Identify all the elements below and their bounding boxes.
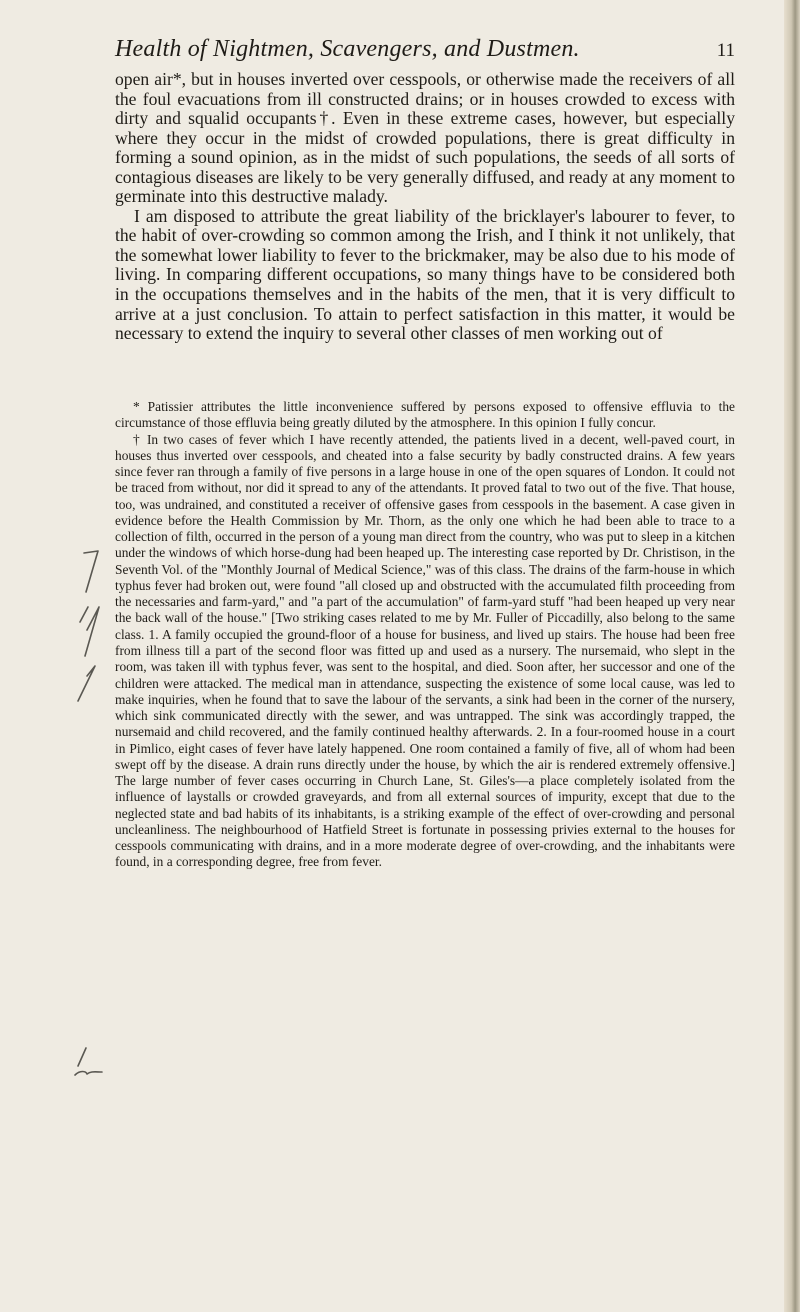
margin-pencil-mark-4	[78, 666, 95, 701]
page-binding-edge	[784, 0, 800, 1312]
margin-pencil-mark-5	[78, 1048, 86, 1066]
main-text	[115, 70, 735, 344]
body-paragraph-2: I am disposed to attribute the great liability of the bricklayer's labourer to fever, to the habit of over-crowding so common among the Irish, and I think it not unlikely, that the somewhat lower liability to fever to the brickmaker, may be also due to his mode of living. In comparing different occupations, so many things have to be considered both in the occupations themselves and in the habits of the men, that it is very difficult to arrive at a just conclusion. To attain to perfect satisfaction in this matter, it would be necessary to extend the inquiry to several other classes of men working out of	[115, 205, 735, 344]
running-title: Health of Nightmen, Scavengers, and Dustmen.	[115, 36, 580, 62]
page-header	[115, 30, 735, 66]
margin-pencil-mark-1	[84, 551, 98, 592]
margin-pencil-mark-6	[75, 1072, 102, 1076]
footnotes	[115, 399, 735, 871]
footnote-2: † In two cases of fever which I have recently attended, the patients lived in a decent, well-paved court, in houses thus inverted over cesspools, and cheated into a false security by badly constructed drains. A few years since fever ran through a family of five persons in a large house in one of the open squares of London. It could not be traced from without, nor did it spread to any of the attendants. It proved fatal to two out of the five. That house, too, was undrained, and constituted a receiver of offensive gases from cesspools in the basement. A case given in evidence before the Health Commission by Mr. Thorn, as the only one which he had been able to trace to a collection of filth, occurred in the person of a young man direct from the country, who was put to sleep in a kitchen under the windows of which horse-dung had been heaped up. The interesting case reported by Dr. Christison, in the Seventh Vol. of the "Monthly Journal of Medical Science," was of this class. The drains of the farm-house in which typhus fever had broken out, were found "all closed up and obstructed with the accumulated filth proceeding from the necessaries and farm-yard," and "a part of the accumulation" of farm-yard stuff "had been heaped up very near the back wall of the house." [Two striking cases related to me by Mr. Fuller of Piccadilly, also belong to the same class. 1. A family occupied the ground-floor of a house for business, and lived up stairs. The house had been free from illness till a part of the second floor was fitted up and used as a nursery. The nursemaid, who slept in the room, was taken ill with typhus fever, was sent to the hospital, and died. Soon after, her successor and one of the children were attacked. The medical man in attendance, suspecting the existence of some local cause, was led to make inquiries, when he found that to save the labour of the servants, a sink had been in the corner of the nursery, which sink communicated directly with the sewer, and was untrapped. The sink was accordingly trapped, the nursemaid and child recovered, and the family continued healthy afterwards. 2. In a four-roomed house in a court in Pimlico, eight cases of fever have lately happened. One room contained a family of five, all of whom had been swept off by the disease. A drain runs directly under the house, by which the air is rendered extremely offensive.] The large number of fever cases occurring in Church Lane, St. Giles's—a place completely isolated from the influence of laystalls or crowded graveyards, and from all external sources of impurity, except that due to the neglected state and bad habits of its inhabitants, is a striking example of the effect of over-crowding and personal uncleanliness. The neighbourhood of Hatfield Street is fortunate in possessing privies external to the houses for cesspools communicating with drains, and in a more moderate degree of over-crowding, and the inhabitants were found, in a corresponding degree, free from fever.	[115, 431, 735, 870]
margin-pencil-mark-3	[85, 607, 99, 656]
footnote-1: * Patissier attributes the little inconvenience suffered by persons exposed to offensive effluvia to the circumstance of those effluvia being greatly diluted by the atmosphere. In this opinion I fully concur.	[115, 399, 735, 431]
page-number: 11	[716, 40, 735, 61]
body-paragraph-1: open air*, but in houses inverted over cesspools, or otherwise made the receivers of all the foul evacuations from ill constructed drains; or in houses crowded to excess with dirty and squalid occupants†. Even in these extreme cases, however, but especially where they occur in the midst of crowded populations, there is great difficulty in forming a sound opinion, as in the midst of such populations, the seeds of all sorts of contagious diseases are likely to be very generally diffused, and ready at any moment to germinate into this destructive malady.	[115, 69, 735, 207]
margin-pencil-mark-2	[80, 607, 88, 622]
